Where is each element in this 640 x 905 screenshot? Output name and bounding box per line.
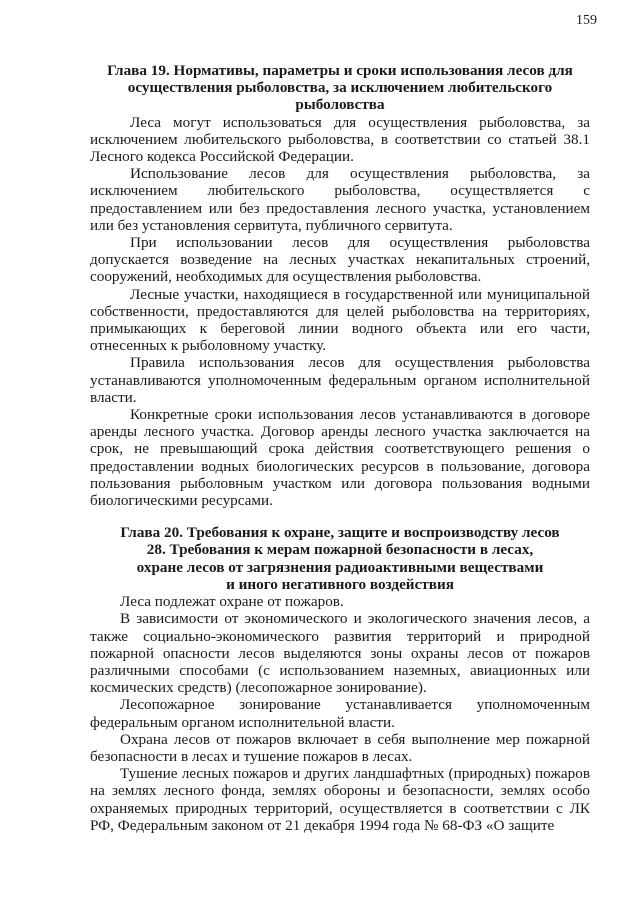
heading-line: рыболовства [295, 96, 385, 114]
paragraph: В зависимости от экономического и экологического значения лесов, а также социально-экономического развития территорий и природной пожарной опасности лесов выделяются зоны охраны лесов от пожаров различными способами (с использованием наземных, авиационных или космических средств) (лесопожарное зонирование). [90, 610, 590, 697]
paragraph: Леса подлежат охране от пожаров. [120, 593, 344, 611]
heading-line: Глава 19. Нормативы, параметры и сроки использования лесов для [107, 62, 573, 79]
paragraph: Конкретные сроки использования лесов устанавливаются в договоре аренды лесного участка. Договор аренды лесного участка заключается на срок, не превышающий срока действия соответствующего решения о предоставлении водных биологических ресурсов в пользование, договора пользования рыболовным участком или договора пользования водными биологическими ресурсами. [90, 406, 590, 510]
paragraph: Леса могут использоваться для осуществления рыболовства, за исключением любительского рыболовства, в соответствии со статьей 38.1 Лесного кодекса Российской Федерации. [90, 113, 590, 166]
paragraph: При использовании лесов для осуществления рыболовства допускается возведение на лесных участках некапитальных строений, сооружений, необходимых для осуществления рыболовства. [90, 234, 590, 286]
paragraph: Использование лесов для осуществления рыболовства, за исключением любительского рыболовства, осуществляется с предоставлением или без предоставления лесного участка, установлением или без установления сервитута, публичного сервитута. [90, 165, 590, 234]
paragraph: Лесопожарное зонирование устанавливается уполномоченным федеральным органом исполнительной власти. [90, 696, 590, 731]
heading-line: осуществления рыболовства, за исключением любительского [127, 79, 553, 97]
heading-line: охране лесов от загрязнения радиоактивными веществами [136, 558, 544, 576]
chapter-19-heading [90, 62, 590, 114]
page-number: 159 [576, 13, 597, 28]
page-content [90, 62, 590, 834]
paragraph: Охрана лесов от пожаров включает в себя выполнение мер пожарной безопасности в лесах и тушение пожаров в лесах. [90, 730, 590, 765]
chapter-20-heading [90, 524, 590, 593]
paragraph: Тушение лесных пожаров и других ландшафтных (природных) пожаров на землях лесного фонда, землях обороны и безопасности, землях особо охраняемых природных территорий, осуществляется в соответствии с ЛК РФ, Федеральным законом от 21 декабря 1994 года № 68-ФЗ «О защите [90, 765, 590, 834]
heading-line: и иного негативного воздействия [226, 575, 454, 593]
heading-line: 28. Требования к мерам пожарной безопасности в лесах, [146, 541, 534, 559]
heading-line: Глава 20. Требования к охране, защите и воспроизводству лесов [120, 524, 560, 542]
paragraph: Правила использования лесов для осуществления рыболовства устанавливаются уполномоченным федеральным органом исполнительной власти. [90, 354, 590, 406]
paragraph: Лесные участки, находящиеся в государственной или муниципальной собственности, предоставляются для целей рыболовства на территориях, примыкающих к береговой линии водного объекта или его части, отнесенных к рыболовному участку. [90, 285, 590, 355]
